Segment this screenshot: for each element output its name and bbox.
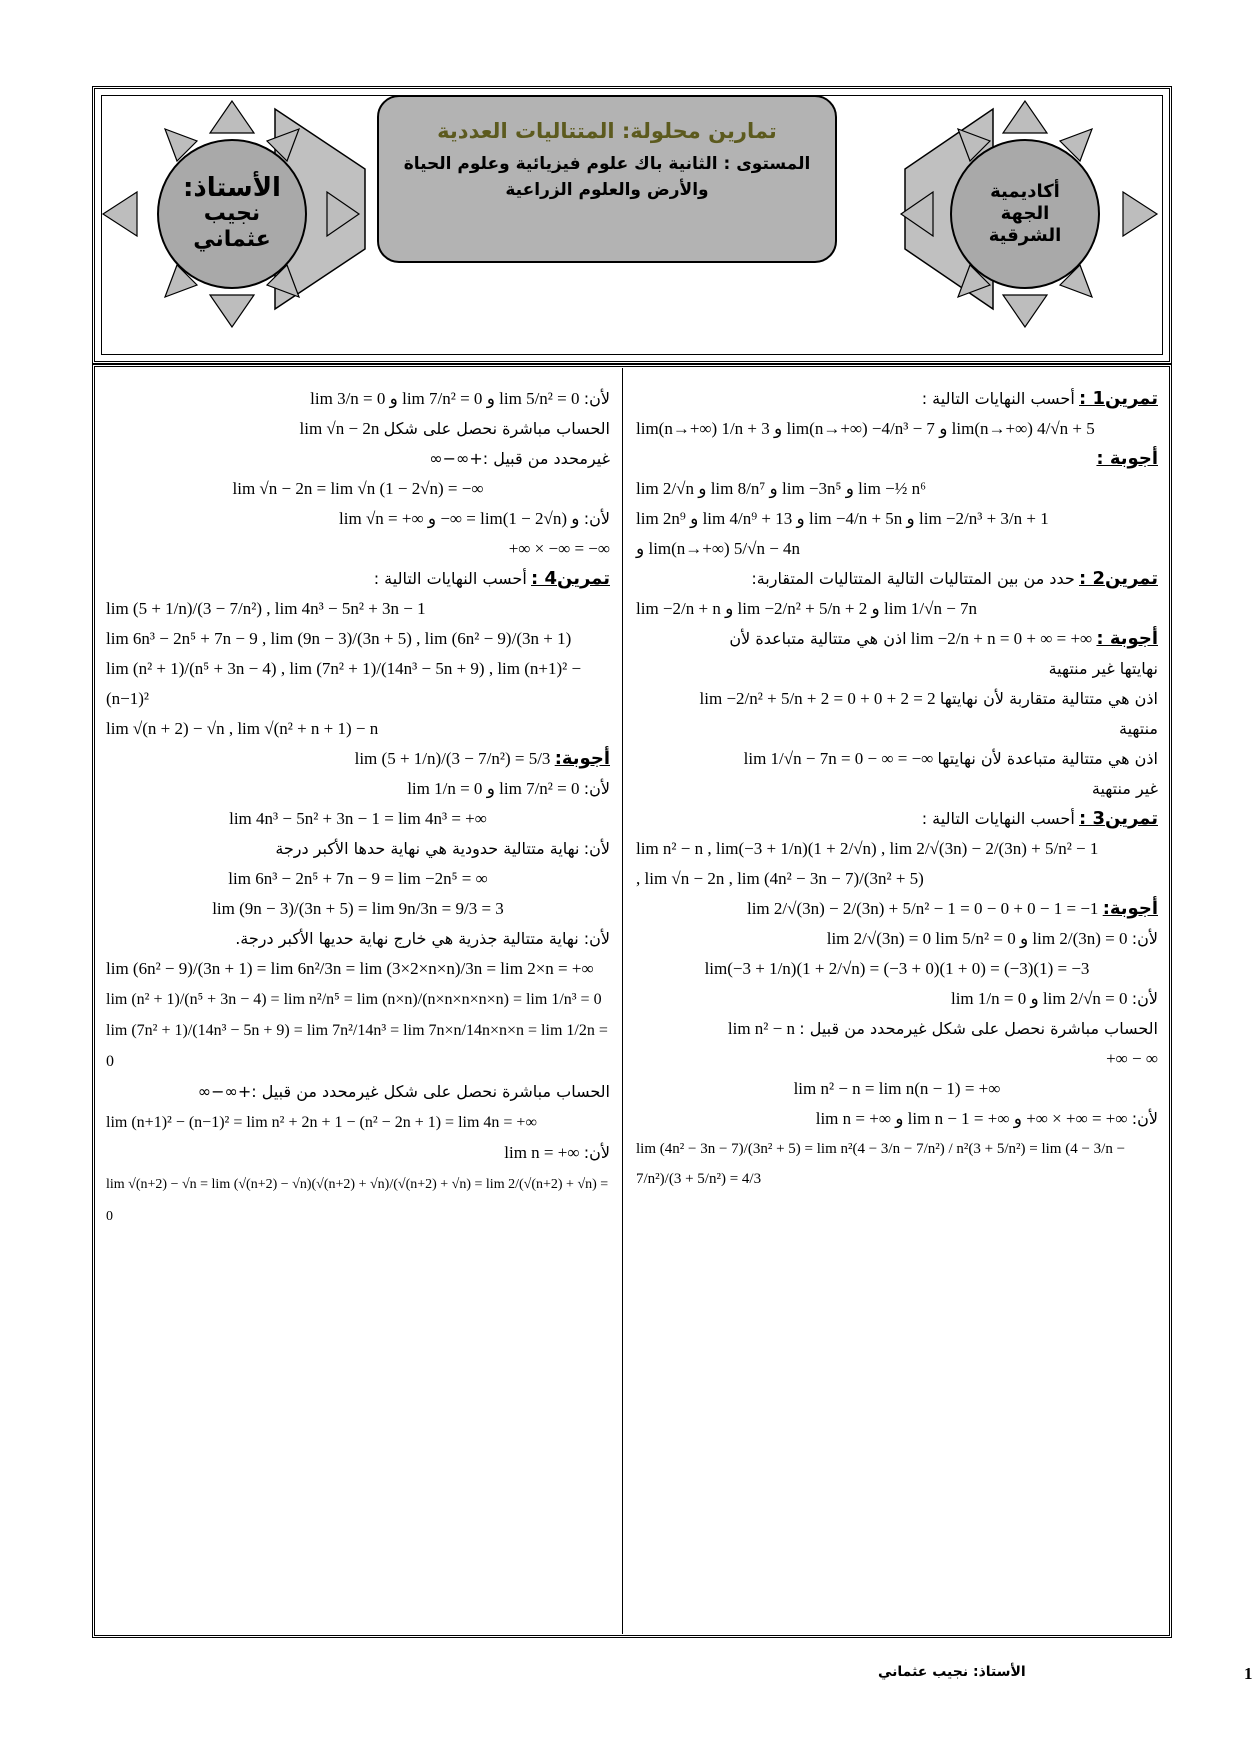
answers-4-limit-7: lim (n² + 1)/(n⁵ + 3n − 4) = lim n²/n⁵ = lim (n×n)/(n×n×n×n×n) = lim 1/n³ = 0 (106, 991, 602, 1008)
header-frame (92, 86, 1172, 364)
exercise-3-title: تمرين3 : (1079, 808, 1158, 829)
answers-3-limit-7: lim n = +∞ و lim n − 1 = +∞ و +∞ × +∞ = +∞ (815, 1109, 1128, 1128)
exercise-3-limits-a: lim n² − n , lim(−3 + 1/n)(1 + 2/√n) , lim 2/√(3n) − 2/(3n) + 5/n² − 1 (636, 839, 1099, 858)
because-label-1: لأن: (1131, 929, 1158, 948)
left-text-2: غيرمحدد من قبيل :+∞−∞ (429, 449, 610, 468)
page-title: تمارين محلولة: المتتاليات العددية (437, 119, 777, 143)
exercise-3-text: أحسب النهايات التالية : (921, 809, 1075, 828)
academy-line-1: أكاديمية (990, 181, 1060, 202)
answers-4-limit-10: lim n = +∞ (504, 1143, 580, 1162)
exercise-1-text: أحسب النهايات التالية : (921, 389, 1075, 408)
level-line-2: والأرض والعلوم الزراعية (505, 180, 709, 200)
answers-3-title: أجوبة: (1102, 898, 1158, 919)
answers-2-text-5: اذن هي متتالية متباعدة لأن نهايتها (937, 749, 1158, 768)
answers-2-text-6: غير منتهية (1091, 779, 1158, 798)
answers-4-limit-8: lim (7n² + 1)/(14n³ − 5n + 9) = lim 7n²/14n³ = lim 7n×n/14n×n×n = lim 1/2n = 0 (106, 1022, 608, 1070)
exercise-4-limits-a: lim (5 + 1/n)/(3 − 7/n²) , lim 4n³ − 5n² + 3n − 1 (106, 599, 426, 618)
answers-3-limit-6: lim n² − n = lim n(n − 1) = +∞ (793, 1079, 1001, 1098)
left-limit-5: +∞ × −∞ = −∞ (508, 539, 610, 558)
left-limit-4: lim √n = +∞ و −∞ = lim(1 − 2√n) و (339, 509, 580, 528)
answers-4-text-3: الحساب مباشرة نحصل على شكل غيرمحدد من قبيل :+∞−∞ (197, 1082, 610, 1101)
because-label-4: لأن: (583, 389, 610, 408)
answers-2-text-1: اذن هي متتالية متباعدة لأن (729, 629, 907, 648)
answers-3-text-1: الحساب مباشرة نحصل على شكل غيرمحدد من قبيل : (799, 1019, 1158, 1038)
answers-2-text-3: اذن هي متتالية متقاربة لأن نهايتها (939, 689, 1158, 708)
because-label-7: لأن: (583, 839, 610, 858)
left-limit-1: lim 3/n = 0 و lim 7/n² = 0 و lim 5/n² = 0 (310, 389, 580, 408)
exercise-4-text: أحسب النهايات التالية : (373, 569, 527, 588)
answers-3-limit-2: lim 2/√(3n) = 0 lim 5/n² = 0 و lim 2/(3n) = 0 (826, 929, 1128, 948)
exercise-4-title: تمرين4 : (531, 568, 610, 589)
teacher-last-name: عثماني (193, 227, 271, 252)
answers-4-limit-5: lim (9n − 3)/(3n + 5) = lim 9n/3n = 9/3 = 3 (212, 899, 504, 918)
answers-4-limit-1: lim (5 + 1/n)/(3 − 7/n²) = 5/3 (354, 749, 551, 768)
level-line-1: المستوى : الثانية باك علوم فيزيائية وعلوم الحياة (403, 154, 811, 174)
academy-line-3: الشرقية (988, 225, 1062, 246)
answers-4-limit-9: lim (n+1)² − (n−1)² = lim n² + 2n + 1 − (n² − 2n + 1) = lim 4n = +∞ (106, 1114, 537, 1131)
because-label-3: لأن: (1131, 1109, 1158, 1128)
answers-1-limits-c: و lim(n→+∞) 5/√n − 4n (636, 539, 801, 558)
answers-3-limit-3: lim(−3 + 1/n)(1 + 2/√n) = (−3 + 0)(1 + 0) = (−3)(1) = −3 (704, 959, 1090, 978)
exercise-1-title: تمرين1 : (1079, 388, 1158, 409)
answers-4-limit-2: lim 1/n = 0 و lim 7/n² = 0 (407, 779, 580, 798)
answers-4-limit-11: lim √(n+2) − √n = lim (√(n+2) − √n)(√(n+2) + √n)/(√(n+2) + √n) = lim 2/(√(n+2) + √n) = 0 (106, 1177, 609, 1224)
answers-3-limit-4: lim 1/n = 0 و lim 2/√n = 0 (950, 989, 1128, 1008)
because-label-8: لأن: (583, 1143, 610, 1162)
exercise-4-limits-d: lim √(n + 2) − √n , lim √(n² + n + 1) − n (106, 719, 379, 738)
left-limit-2: lim √n − 2n (299, 419, 380, 438)
because-label-6: لأن: (583, 779, 610, 798)
because-label-2: لأن: (1131, 989, 1158, 1008)
answers-1-limits-b: lim 2n⁹ و lim 4/n⁹ + 13 و lim −4/n + 5n و lim −2/n³ + 3/n + 1 (636, 509, 1049, 528)
teacher-first-name: نجيب (203, 201, 261, 226)
page-number: 1 (1244, 1664, 1253, 1683)
teacher-label: الأستاذ: (183, 173, 281, 203)
answers-3-limit-5: lim n² − n (727, 1019, 795, 1038)
answers-3-indeterminate: +∞ − ∞ (1106, 1049, 1158, 1068)
column-divider (622, 368, 623, 1634)
right-column (628, 370, 1168, 1632)
exercise-2-limits: lim −2/n + n و lim −2/n² + 5/n + 2 و lim 1/√n − 7n (636, 599, 978, 618)
teacher-medal (157, 139, 307, 289)
answers-2-text-2: نهايتها غير منتهية (1048, 659, 1158, 678)
because-label-5: لأن: (583, 509, 610, 528)
page-footer (92, 1664, 1253, 1694)
answers-4-text-2: لأن: نهاية متتالية جذرية هي خارج نهاية حديها الأكبر درجة. (235, 929, 610, 948)
answers-4-limit-6: lim (6n² − 9)/(3n + 1) = lim 6n²/3n = lim (3×2×n×n)/3n = lim 2×n = +∞ (106, 959, 594, 978)
exercise-2-text: حدد من بين المتتاليات التالية المتتاليات المتقاربة: (751, 569, 1075, 588)
footer-teacher-name: الأستاذ: نجيب عثماني (878, 1664, 1026, 1680)
answers-2-limit-2: lim −2/n² + 5/n + 2 = 0 + 0 + 2 = 2 (699, 689, 936, 708)
answers-4-text-1: نهاية متتالية حدودية هي نهاية حدها الأكبر درجة (275, 839, 580, 858)
answers-2-limit-3: lim 1/√n − 7n = 0 − ∞ = −∞ (743, 749, 934, 768)
academy-line-2: الجهة (1000, 203, 1050, 224)
exercise-4-limits-b: lim 6n³ − 2n⁵ + 7n − 9 , lim (9n − 3)/(3n + 5) , lim (6n² − 9)/(3n + 1) (106, 629, 572, 648)
exercise-2-title: تمرين2 : (1079, 568, 1158, 589)
academy-medal (950, 139, 1100, 289)
answers-3-limit-8: lim (4n² − 3n − 7)/(3n² + 5) = lim n²(4 − 3/n − 7/n²) / n²(3 + 5/n²) = lim (4 − 3/n − 7/n²)/(3 + 5/n²) = 4/3 (636, 1141, 1126, 1187)
answers-1-limits-a: lim 2/√n و lim 8/n⁷ و lim −3n⁵ و lim −½ n⁶ (636, 479, 927, 498)
exercise-4-limits-c: lim (n² + 1)/(n⁵ + 3n − 4) , lim (7n² + 1)/(14n³ − 5n + 9) , lim (n+1)² − (n−1)² (106, 659, 582, 708)
answers-2-limit-1: lim −2/n + n = 0 + ∞ = +∞ (910, 629, 1093, 648)
answers-2-title: أجوبة : (1096, 628, 1158, 649)
answers-3-limit-1: lim 2/√(3n) − 2/(3n) + 5/n² − 1 = 0 − 0 + 0 − 1 = −1 (746, 899, 1099, 918)
answers-2-text-4: منتهية (1118, 719, 1158, 738)
left-text-1: الحساب مباشرة نحصل على شكل (383, 419, 610, 438)
left-column (98, 370, 618, 1632)
exercise-1-limits: lim(n→+∞) 1/n + 3 و lim(n→+∞) −4/n³ − 7 و lim(n→+∞) 4/√n + 5 (636, 419, 1095, 438)
answers-4-title: أجوبة: (554, 748, 610, 769)
answers-4-limit-3: lim 4n³ − 5n² + 3n − 1 = lim 4n³ = +∞ (229, 809, 487, 828)
exercise-3-limits-b: , lim √n − 2n , lim (4n² − 3n − 7)/(3n² + 5) (636, 869, 924, 888)
left-limit-3: lim √n − 2n = lim √n (1 − 2√n) = −∞ (232, 479, 484, 498)
answers-4-limit-4: lim 6n³ − 2n⁵ + 7n − 9 = lim −2n⁵ = ∞ (228, 869, 488, 888)
title-banner (377, 95, 837, 263)
answers-1-title: أجوبة : (1096, 448, 1158, 469)
